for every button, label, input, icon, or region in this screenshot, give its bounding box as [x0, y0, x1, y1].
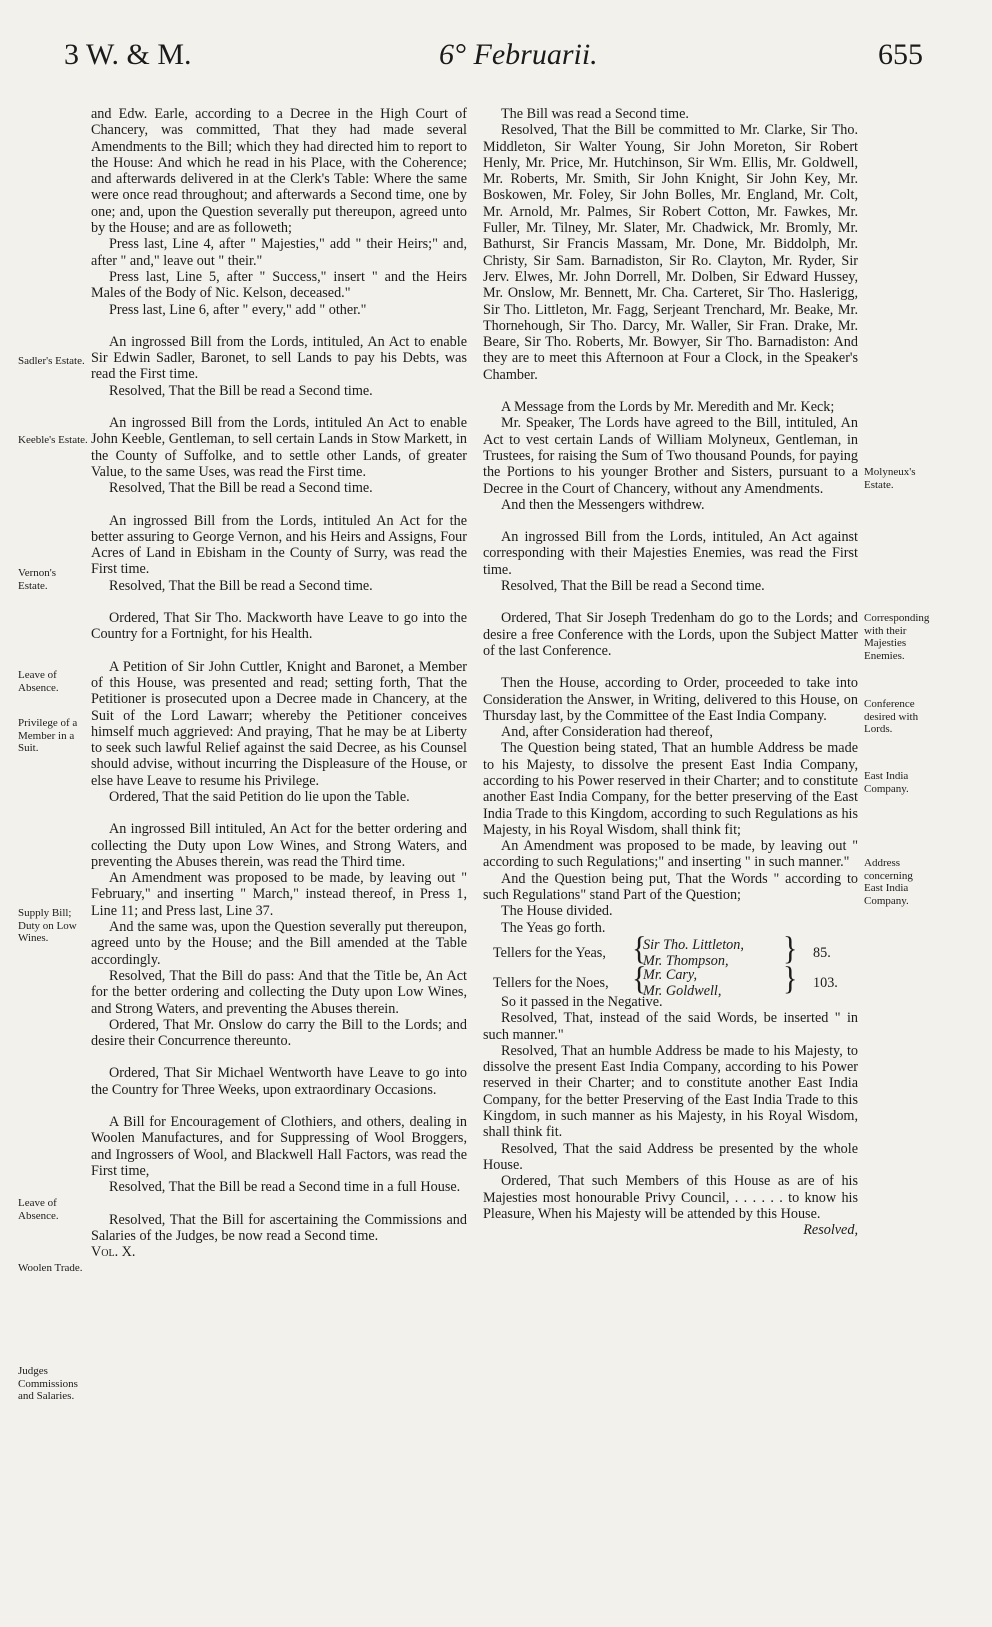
paragraph: Resolved, That the Bill be committed to Mr. Clarke, Sir Tho. Middleton, Sir Walter Young, Sir John Moreton, Sir Robert Henly, Mr. Price, Mr. Hutchinson, Sir Wm. Ellis, Mr. Goldwell, Mr. Roberts, Mr. Smith, Sir John Knight, Sir John Key, Mr. Boskowen, Mr. Foley, Sir John Bolles, Mr. England, Mr. Colt, Mr. Arnold, Mr. Palmes, Sir Robert Cotton, Mr. Fawkes, Mr. Fuller, Mr. Tilney, Mr. Slater, Mr. Chadwick, Mr. Bromly, Mr. Bathurst, Sir Francis Massam, Mr. Done, Mr. Biddolph, Mr. Christy, Sir Sam. Barnadiston, Sir Ro. Clayton, Mr. Ryder, Sir Jerv. Elwes, Mr. John Dorrell, Mr. Dolben, Sir Edward Hussey, Mr. Onslow, Mr. Bennett, Mr. Cha. Carteret, Sir Tho. Haslerigg, Sir Tho. Littleton, Mr. Fagg, Serjeant Trenchard, Mr. Beake, Mr. Thornehough, Sir Tho. Darcy, Mr. Waller, Sir Fran. Drake, Mr. Beare, Sir Tho. Roberts, Mr. Bowyer, Sir Tho. Barnadiston: And they are to meet this Afternoon at Four a Clock, in the Speaker's Chamber.	[483, 122, 858, 383]
teller-yea-1: Sir Tho. Littleton,	[643, 936, 744, 953]
margin-note-leave-of-absence: Leave of Absence.	[18, 669, 59, 694]
brace-icon: {	[632, 960, 647, 997]
paragraph: Press last, Line 6, after " every," add " other."	[109, 301, 367, 318]
paragraph: Resolved, That an humble Address be made to his Majesty, to dissolve the present East India Company, according to his Power reserved in their Charter; and to constitute another East India Company, for the better Preserving of the East India Trade to this Kingdom, in such manner as his Majesty, in his Royal Wisdom, shall think fit.	[483, 1042, 858, 1141]
header-session: 3 W. & M.	[64, 38, 192, 71]
paragraph: Ordered, That Sir Michael Wentworth have Leave to go into the Country for Three Weeks, upon extraordinary Occasions.	[91, 1065, 467, 1098]
tellers-yeas-label: Tellers for the Yeas,	[493, 944, 606, 961]
margin-note-molyneux: Molyneux's Estate.	[864, 466, 916, 491]
paragraph: An ingrossed Bill from the Lords, intituled An Act for the better assuring to George Vernon, and his Heirs and Assigns, Four Acres of Land in Ebisham in the County of Surry, was read the First time.	[91, 512, 467, 578]
paragraph: A Message from the Lords by Mr. Meredith and Mr. Keck;	[501, 399, 835, 416]
paragraph: Press last, Line 5, after " Success," insert " and the Heirs Males of the Body of Nic. Kelson, deceased."	[91, 268, 467, 302]
margin-note-supply-bill: Supply Bill; Duty on Low Wines.	[18, 907, 77, 944]
paragraph: An Amendment was proposed to be made, by leaving out " February," and inserting " March," instead thereof, in Press 1, Line 11; and Press last, Line 37.	[91, 870, 467, 919]
paragraph: Resolved, That the Bill do pass: And that the Title be, An Act for the better ordering and collecting the Duty upon Low Wines, and Strong Waters, and preventing the Abuses therein.	[91, 967, 467, 1017]
margin-note-sadler: Sadler's Estate.	[18, 355, 85, 367]
paragraph: Resolved, That the Bill be read a Second time.	[109, 382, 373, 399]
paragraph: And the Question being put, That the Words " according to such Regulations" stand Part of the Question;	[483, 870, 858, 904]
brace-icon: {	[632, 930, 647, 967]
header-date: 6° Februarii.	[439, 38, 598, 71]
paragraph: Ordered, That Sir Joseph Tredenham do go to the Lords; and desire a free Conference with the Lords, upon the Subject Matter of the last Conference.	[483, 610, 858, 659]
paragraph: The Question being stated, That an humble Address be made to his Majesty, to dissolve the present East India Company, according to his Power reserved in their Charter; and to constitute another East India Company, for the better preserving of the East India Trade to this Kingdom, according to such Regulations as his Majesty, in his Royal Wisdom, shall think fit;	[483, 740, 858, 838]
paragraph: And, after Consideration had thereof,	[501, 724, 713, 741]
yeas-count: 85.	[813, 944, 831, 961]
brace-icon: }	[783, 960, 798, 997]
paragraph: The House divided.	[501, 903, 613, 920]
paragraph: An Amendment was proposed to be made, by leaving out " according to such Regulations;" and inserting " in such manner."	[483, 838, 858, 871]
margin-note-east-india: East India Company.	[864, 770, 909, 795]
paragraph: Resolved, That the Bill be read a Second time.	[109, 577, 373, 594]
paragraph: An ingrossed Bill from the Lords, intituled, An Act against corresponding with their Majesties Enemies, was read the First time.	[483, 529, 858, 578]
left-column	[91, 106, 467, 1260]
paragraph: Resolved, That the Bill be read a Second time.	[501, 578, 765, 595]
paragraph: The Bill was read a Second time.	[501, 106, 689, 122]
paragraph: And the same was, upon the Question severally put thereupon, agreed unto by the House; and the Bill amended at the Table accordingly.	[91, 919, 467, 968]
margin-note-judges: Judges Commissions and Salaries.	[18, 1365, 78, 1402]
paragraph: A Bill for Encouragement of Clothiers, and others, dealing in Woolen Manufactures, and for Suppressing of Wool Broggers, and Ingrossers of Wool, and Blackwell Hall Factors, was read the First time,	[91, 1114, 467, 1179]
paragraph: Ordered, That such Members of this House as are of his Majesties most honourable Privy Council, . . . . . . to know his Pleasure, When his Majesty will be attended by this House.	[483, 1173, 858, 1222]
margin-note-keeble: Keeble's Estate.	[18, 434, 88, 446]
page-number: 655	[878, 38, 923, 71]
tellers-noes-label: Tellers for the Noes,	[493, 974, 609, 991]
margin-note-address: Address concerning East India Company.	[864, 857, 913, 907]
brace-icon: }	[783, 930, 798, 967]
paragraph: And then the Messengers withdrew.	[501, 496, 705, 513]
catchword: Resolved,	[803, 1222, 858, 1239]
noes-count: 103.	[813, 974, 838, 991]
paragraph: An ingrossed Bill from the Lords, intituled An Act to enable John Keeble, Gentleman, to sell certain Lands in Stow Markett, in the County of Suffolke, and to settle other Lands, of greater Value, to the same Uses, was read the First time.	[91, 415, 467, 480]
paragraph: Then the House, according to Order, proceeded to take into Consideration the Answer, in Writing, delivered to this House, on Thursday last, by the Committee of the East India Company.	[483, 675, 858, 724]
teller-no-2: Mr. Goldwell,	[643, 982, 722, 999]
paragraph: Ordered, That Sir Tho. Mackworth have Leave to go into the Country for a Fortnight, for his Health.	[91, 610, 467, 643]
margin-note-vernon: Vernon's Estate.	[18, 567, 57, 592]
paragraph: Resolved, That the Bill for ascertaining the Commissions and Salaries of the Judges, be now read a Second time.	[91, 1211, 467, 1244]
paragraph: An ingrossed Bill intituled, An Act for the better ordering and collecting the Duty upon Low Wines, and Strong Waters, and preventing the Abuses therein, was read the Third time.	[91, 821, 467, 870]
right-column	[483, 106, 858, 1238]
paragraph: Resolved, That the said Address be presented by the whole House.	[483, 1140, 858, 1173]
division-tellers	[483, 930, 858, 999]
paragraph: Resolved, That the Bill be read a Second time in a full House.	[109, 1179, 461, 1196]
margin-note-privilege: Privilege of a Member in a Suit.	[18, 717, 78, 754]
paragraph: and Edw. Earle, according to a Decree in the High Court of Chancery, was committed, That they had made several Amendments to the Bill; which they had directed him to report to the House: And which he read in his Place, with the Coherence; and afterwards delivered in at the Clerk's Table: Where the same were once read throughout; and afterwards a Second time, one by one; and, upon the Question severally put thereupon, agreed unto by the House; and are as followeth;	[91, 106, 467, 237]
margin-note-woolen-trade: Woolen Trade.	[18, 1262, 83, 1274]
paragraph: The Yeas go forth.	[501, 919, 606, 936]
volume-signature: Vol. X.	[91, 1244, 136, 1261]
paragraph: Ordered, That Mr. Onslow do carry the Bill to the Lords; and desire their Concurrence thereunto.	[91, 1016, 467, 1050]
margin-note-leave-of-absence-2: Leave of Absence.	[18, 1197, 59, 1222]
teller-no-1: Mr. Cary,	[643, 966, 697, 983]
paragraph: A Petition of Sir John Cuttler, Knight and Baronet, a Member of this House, was presented and read; setting forth, That the Petitioner is prosecuted upon a Decree made in Chancery, at the Suit of the Lord Lawarr; whereby the Petitioner conceives himself much aggrieved: And praying, That he may be at Liberty to seek such lawful Relief against the said Decree, as his Counsel should advise, without incurring the Displeasure of the House, or else have Leave to resume his Privilege.	[91, 658, 467, 789]
teller-yea-2: Mr. Thompson,	[643, 952, 729, 969]
paragraph: So it passed in the Negative.	[501, 993, 663, 1010]
margin-note-conference: Conference desired with Lords.	[864, 698, 919, 735]
margin-note-corresponding: Corresponding with their Majesties Enemies.	[864, 612, 930, 662]
paragraph: Resolved, That the Bill be read a Second time.	[109, 480, 373, 497]
paragraph: Press last, Line 4, after " Majesties," add " their Heirs;" and, after " and," leave out " their."	[91, 236, 467, 269]
paragraph: Resolved, That, instead of the said Words, be inserted " in such manner."	[483, 1010, 858, 1043]
paragraph: Ordered, That the said Petition do lie upon the Table.	[109, 788, 410, 805]
paragraph: An ingrossed Bill from the Lords, intituled, An Act to enable Sir Edwin Sadler, Baronet, to sell Lands to pay his Debts, was read the First time.	[91, 333, 467, 383]
paragraph: Mr. Speaker, The Lords have agreed to the Bill, intituled, An Act to vest certain Lands of William Molyneux, Gentleman, in Trustees, for raising the Sum of Two thousand Pounds, for paying the Portions to his younger Brother and Sisters, pursuant to a Decree in the Court of Chancery, without any Amendments.	[483, 415, 858, 497]
